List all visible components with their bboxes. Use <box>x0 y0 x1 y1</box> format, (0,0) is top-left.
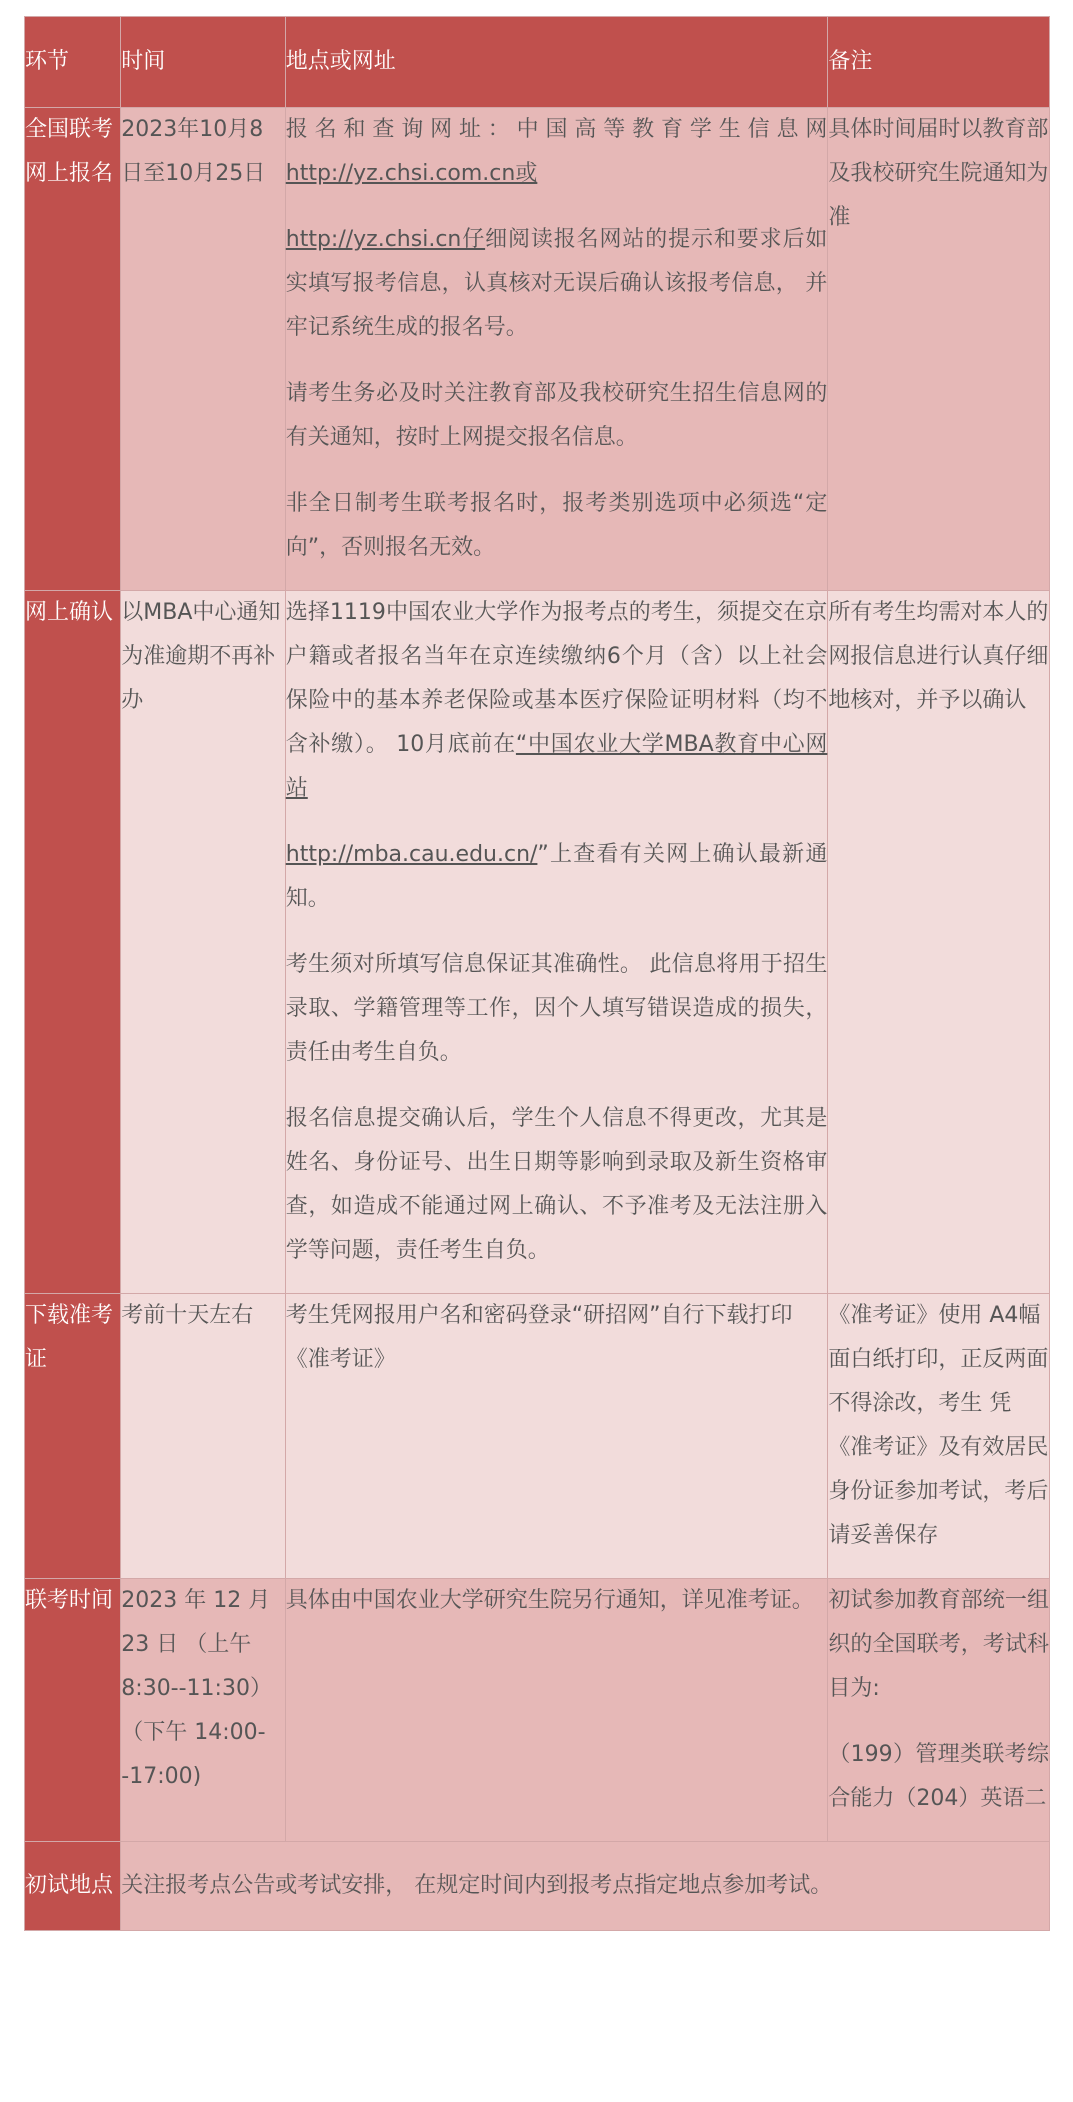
row-time: 2023年10月8日至10月25日 <box>121 108 285 591</box>
row-location: 考生凭网报用户名和密码登录“研招网”自行下载打印《准考证》 <box>285 1294 828 1579</box>
header-note: 备注 <box>828 17 1050 108</box>
row-note: 具体时间届时以教育部及我校研究生院通知为准 <box>828 108 1050 591</box>
row-note <box>828 1579 1050 1842</box>
location-text: 细阅读报名网站的提示和要求后如实填写报考信息，认真核对无误后确认该报考信息， 并牢记系统生成的报名号。 <box>285 227 828 340</box>
location-paragraph: 非全日制考生联考报名时，报考类别选项中必须选“定向”，否则报名无效。 <box>285 491 828 560</box>
location-text: ”上查看有关网上确认最新通知。 <box>285 842 828 911</box>
row-stage: 全国联考网上报名 <box>25 108 121 591</box>
location-paragraph: 请考生务必及时关注教育部及我校研究生招生信息网的有关通知，按时上网提交报名信息。 <box>285 381 828 450</box>
table-row <box>25 108 1050 591</box>
header-stage: 环节 <box>25 17 121 108</box>
location-text: 选择1119中国农业大学作为报考点的考生，须提交在京户籍或者报名当年在京连续缴纳6个月（含）以上社会保险中的基本养老保险或基本医疗保险证明材料（均不含补缴）。 10月底前在 <box>285 600 828 757</box>
row-location <box>285 591 828 1294</box>
row-time: 考前十天左右 <box>121 1294 285 1579</box>
row-stage: 网上确认 <box>25 591 121 1294</box>
mba-center-link[interactable]: “中国农业大学MBA教育中心网站 <box>285 732 828 801</box>
row-merged-content: 关注报考点公告或考试安排， 在规定时间内到报考点指定地点参加考试。 <box>121 1842 1050 1931</box>
table-row <box>25 1842 1050 1931</box>
row-time: 2023 年 12 月 23 日 （上午 8:30--11:30）（下午 14:00--17:00) <box>121 1579 285 1842</box>
table-row <box>25 1294 1050 1579</box>
row-time: 以MBA中心通知为准逾期不再补办 <box>121 591 285 1294</box>
header-time: 时间 <box>121 17 285 108</box>
note-paragraph: 初试参加教育部统一组织的全国联考，考试科目为: <box>828 1588 1049 1701</box>
row-stage: 初试地点 <box>25 1842 121 1931</box>
row-location: 具体由中国农业大学研究生院另行通知，详见准考证。 <box>285 1579 828 1842</box>
registration-link-alt[interactable]: http://yz.chsi.cn仔 <box>285 227 486 252</box>
header-location: 地点或网址 <box>285 17 828 108</box>
location-paragraph: 报名信息提交确认后，学生个人信息不得更改，尤其是姓名、身份证号、出生日期等影响到录取及新生资格审查，如造成不能通过网上确认、不予准考及无法注册入学等问题，责任考生自负。 <box>285 1106 828 1263</box>
mba-url-link[interactable]: http://mba.cau.edu.cn/ <box>285 842 538 867</box>
table-row <box>25 591 1050 1294</box>
table-row <box>25 1579 1050 1842</box>
note-paragraph: （199）管理类联考综合能力（204）英语二 <box>828 1742 1049 1811</box>
table-header-row <box>25 17 1050 108</box>
row-stage: 下载准考证 <box>25 1294 121 1579</box>
registration-link[interactable]: http://yz.chsi.com.cn或 <box>285 161 538 186</box>
location-text: 报名和查询网址：中国高等教育学生信息网 <box>285 117 828 142</box>
row-note: 《准考证》使用 A4幅面白纸打印，正反两面不得涂改，考生 凭《准考证》及有效居民身份证参加考试，考后请妥善保存 <box>828 1294 1050 1579</box>
schedule-table <box>24 16 1050 1931</box>
row-stage: 联考时间 <box>25 1579 121 1842</box>
row-location <box>285 108 828 591</box>
location-paragraph: 考生须对所填写信息保证其准确性。 此信息将用于招生录取、学籍管理等工作，因个人填写错误造成的损失，责任由考生自负。 <box>285 952 828 1065</box>
row-note: 所有考生均需对本人的网报信息进行认真仔细地核对，并予以确认 <box>828 591 1050 1294</box>
